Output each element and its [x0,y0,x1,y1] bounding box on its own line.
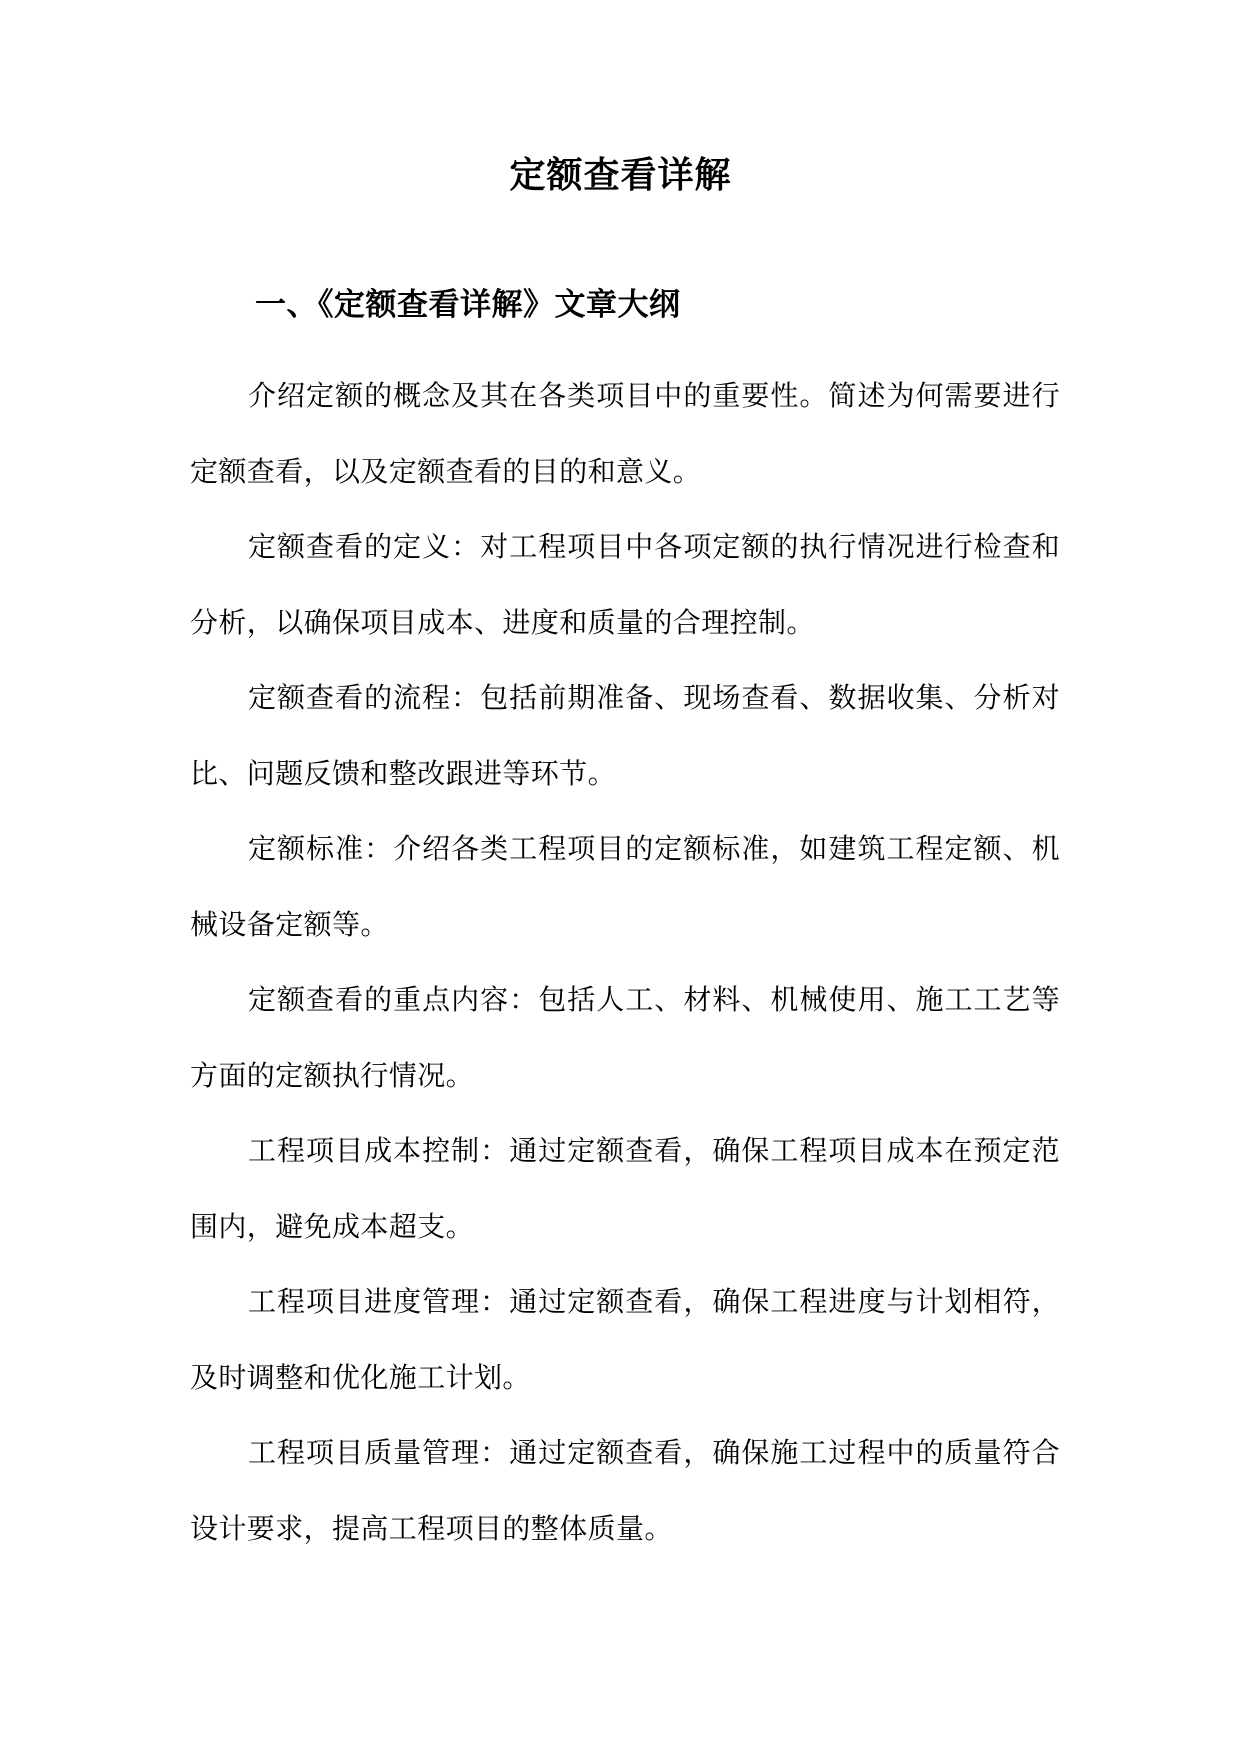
section-heading: 一、《定额查看详解》文章大纲 [255,287,681,323]
paragraph-definition: 定额查看的定义：对工程项目中各项定额的执行情况进行检查和分析，以确保项目成本、进度和质量的合理控制。 [190,530,1060,639]
paragraph-process: 定额查看的流程：包括前期准备、现场查看、数据收集、分析对比、问题反馈和整改跟进等环节。 [190,681,1060,790]
page-title: 定额查看详解 [509,154,732,196]
paragraph-standards: 定额标准：介绍各类工程项目的定额标准，如建筑工程定额、机械设备定额等。 [190,832,1060,941]
paragraph-schedule-management: 工程项目进度管理：通过定额查看，确保工程进度与计划相符，及时调整和优化施工计划。 [190,1285,1060,1394]
paragraph-key-content: 定额查看的重点内容：包括人工、材料、机械使用、施工工艺等方面的定额执行情况。 [190,983,1060,1092]
paragraph-intro: 介绍定额的概念及其在各类项目中的重要性。简述为何需要进行定额查看，以及定额查看的目的和意义。 [190,379,1060,488]
document-body [190,358,1060,1566]
paragraph-quality-management: 工程项目质量管理：通过定额查看，确保施工过程中的质量符合设计要求，提高工程项目的整体质量。 [190,1436,1060,1545]
paragraph-cost-control: 工程项目成本控制：通过定额查看，确保工程项目成本在预定范围内，避免成本超支。 [190,1134,1060,1243]
